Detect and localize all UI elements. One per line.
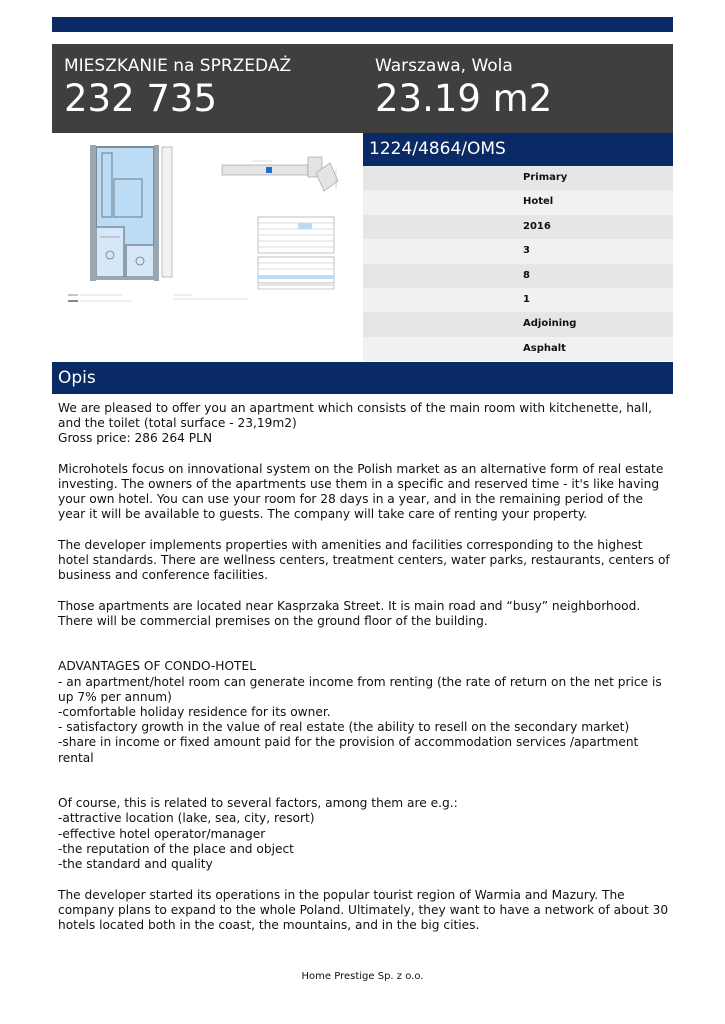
detail-market: Primary — [363, 166, 673, 190]
detail-access-road: Asphalt — [363, 337, 673, 361]
floor-plan-drawing — [52, 133, 362, 361]
detail-building-type: Hotel — [363, 190, 673, 214]
detail-floor: 3 — [363, 239, 673, 263]
section-title: Opis — [58, 368, 96, 388]
detail-floors-total: 8 — [363, 264, 673, 288]
price: 232 735 — [64, 77, 218, 120]
detail-year: 2016 — [363, 215, 673, 239]
location: Warszawa, Wola — [375, 56, 513, 76]
description-header — [52, 362, 673, 394]
area: 23.19 m2 — [375, 77, 553, 120]
offer-type: MIESZKANIE na SPRZEDAŻ — [64, 56, 292, 76]
floor-plan-image — [52, 133, 362, 361]
header-left — [64, 56, 291, 120]
footer-company: Home Prestige Sp. z o.o. — [301, 971, 424, 982]
description-text: We are pleased to offer you an apartment which consists of the main room with kitchenette, hall, and the toilet (total surface - 23,19m2) Gross price: 286 264 PLN Microhotels focus on innovational system on the Polish market as an alternative form of real estate investing. The owners of the apartments use them in a specific and reserved time - it's like having your own hotel. You can use your room for 28 days in a year, and in the remaining period of the year it will be available to guests. The company will take care of renting your property. The developer implements properties with amenities and facilities corresponding to the highest hotel standards. There are wellness centers, treatment centers, water parks, restaurants, centers of business and conference facilities. Those apartments are located near Kasprzaka Street. It is main road and “busy” neighborhood. There will be commercial premises on the ground floor of the building. ADVANTAGES OF CONDO-HOTEL - an apartment/hotel room can generate income from renting (the rate of return on the net price is up 7% per annum) -comfortable holiday residence for its owner. - satisfactory growth in the value of real estate (the ability to resell on the secondary market) -share in income or fixed amount paid for the provision of accommodation services /apartment rental Of course, this is related to several factors, among them are e.g.: -attractive location (lake, sea, city, resort) -effective hotel operator/manager -the reputation of the place and object -the standard and quality The developer started its operations in the popular tourist region of Warmia and Mazury. The company plans to expand to the whole Poland. Ultimately, they want to have a network of about 30 hotels located both in the coast, the mountains, and in the big cities. — [58, 401, 670, 932]
listing-details — [363, 133, 673, 361]
header-right — [375, 56, 552, 120]
detail-kitchen: Adjoining — [363, 312, 673, 336]
detail-rooms: 1 — [363, 288, 673, 312]
reference-number: 1224/4864/OMS — [363, 133, 673, 166]
top-accent-bar — [52, 17, 673, 32]
listing-header — [52, 44, 673, 133]
